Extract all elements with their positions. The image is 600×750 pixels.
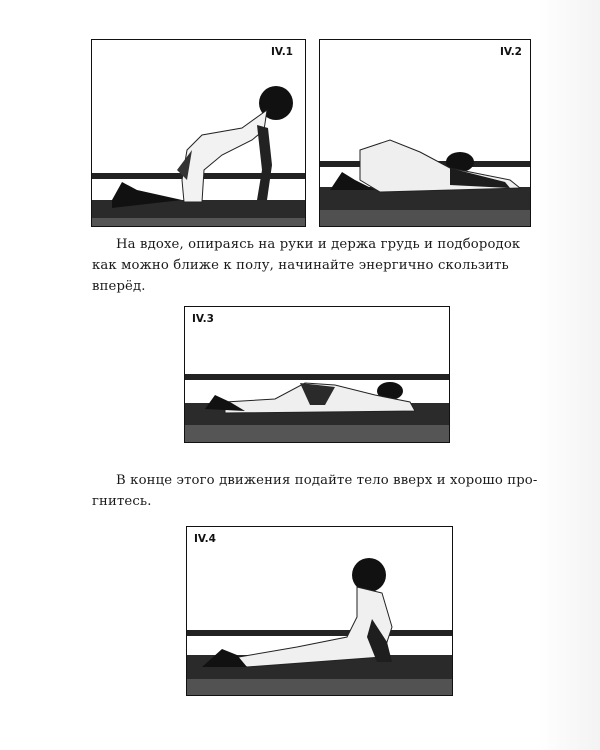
figure-iv4-label: IV.4: [194, 533, 216, 545]
paragraph-1-line-1: На вдохе, опираясь на руки и держа грудь и подбородок: [116, 237, 521, 252]
page-edge-shadow: [538, 0, 600, 750]
figure-iv2-photo: [319, 39, 531, 227]
figure-iv4-photo: [186, 526, 453, 696]
figure-iv3-photo: [184, 306, 450, 443]
paragraph-2: [92, 470, 538, 512]
figure-iv1-label: IV.1: [271, 46, 293, 58]
figure-iv3-label: IV.3: [192, 313, 214, 325]
paragraph-1-line-3: вперёд.: [92, 279, 146, 294]
figure-iv4-illustration: [187, 527, 452, 695]
figure-iv2-label: IV.2: [500, 46, 522, 58]
figure-iv2-illustration: [320, 40, 530, 226]
paragraph-2-line-2: гнитесь.: [92, 494, 152, 509]
figure-iv1-photo: [91, 39, 306, 227]
figure-iv1-illustration: [92, 40, 305, 226]
paragraph-2-line-1: В конце этого движения подайте тело вверх и хорошо про-: [116, 473, 538, 488]
paragraph-1: [92, 234, 520, 297]
paragraph-1-line-2: как можно ближе к полу, начинайте энергично скользить: [92, 258, 509, 273]
figure-iv3-illustration: [185, 307, 449, 442]
